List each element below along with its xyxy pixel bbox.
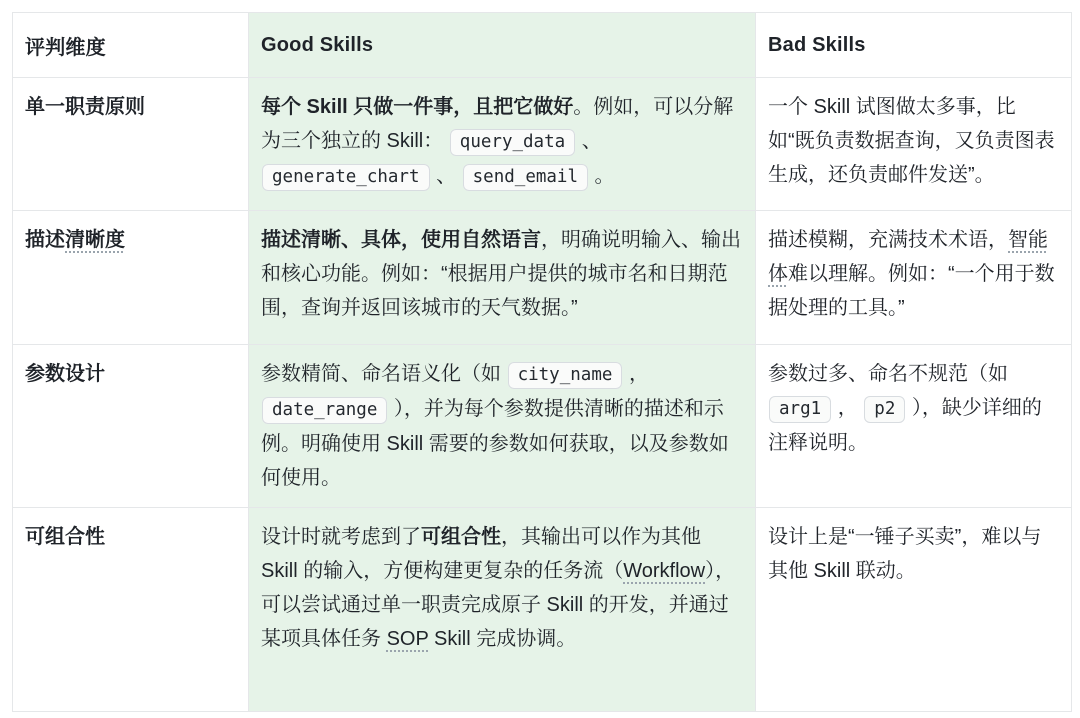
text-segment: SOP (386, 628, 429, 650)
text-segment: ， (832, 397, 864, 419)
cell-good (249, 78, 756, 211)
text-segment: 描述 (25, 229, 65, 251)
text-segment: Skill 完成协调。 (428, 628, 577, 650)
cell-good (249, 211, 756, 345)
table-row (13, 508, 1072, 712)
cell-good (249, 345, 756, 508)
cell-dimension (13, 508, 249, 712)
text-segment: ），缺少详细的注释说明。 (768, 397, 1042, 454)
cell-bad (756, 78, 1072, 211)
cell-good (249, 508, 756, 712)
cell-bad (756, 345, 1072, 508)
text-segment: 一个 Skill 试图做太多事，比如“既负责数据查询，又负责图表生成，还负责邮件发送”。 (768, 96, 1055, 186)
text-segment: 、 (430, 165, 462, 187)
header-good-skills: Good Skills (249, 13, 756, 78)
header-bad-skills: Bad Skills (756, 13, 1072, 78)
table-body (13, 78, 1072, 712)
inline-code: p2 (864, 396, 905, 423)
text-segment: ， (623, 363, 649, 385)
table-row (13, 211, 1072, 345)
text-segment: 参数精简、命名语义化（如 (261, 363, 507, 385)
text-segment: ，其输出可以作为其他 Skill 的输入，方便构建更复杂的任务流（ (261, 526, 701, 582)
text-segment: 每个 Skill 只做一件事，且把它做好 (261, 96, 574, 118)
text-segment: 参数过多、命名不规范（如 (768, 363, 1008, 385)
text-segment: 智能体 (768, 229, 1048, 285)
cell-dimension (13, 345, 249, 508)
text-segment: 参数设计 (25, 363, 105, 385)
text-segment: 。例如，可以分解为三个独立的 Skill： (261, 96, 734, 152)
inline-code: generate_chart (262, 164, 430, 191)
text-segment: 单一职责原则 (25, 96, 145, 118)
header-dimension: 评判维度 (13, 13, 249, 78)
text-segment: Workflow (623, 560, 706, 582)
inline-code: send_email (463, 164, 588, 191)
text-segment: ），可以尝试通过单一职责完成原子 Skill 的开发，并通过某项具体任务 (261, 560, 736, 650)
table-row (13, 78, 1072, 211)
cell-bad (756, 211, 1072, 345)
text-segment: 描述模糊，充满技术术语， (768, 229, 1008, 251)
text-segment: 设计时就考虑到了 (261, 526, 421, 548)
table-header (13, 13, 1072, 78)
inline-code: arg1 (769, 396, 831, 423)
text-segment: 难以理解。例如：“一个用于数据处理的工具。” (768, 263, 1055, 319)
text-segment: 可组合性 (421, 526, 501, 548)
text-segment: 、 (576, 130, 602, 152)
inline-code: date_range (262, 397, 387, 424)
text-segment: 。 (589, 165, 615, 187)
text-segment: ），并为每个参数提供清晰的描述和示例。明确使用 Skill 需要的参数如何获取，以及参数如何使用。 (261, 398, 729, 489)
table-row (13, 345, 1072, 508)
header-row (13, 13, 1072, 78)
inline-code: city_name (508, 362, 623, 389)
text-segment: 描述清晰、具体，使用自然语言 (261, 229, 541, 251)
text-segment: 清晰度 (65, 229, 125, 251)
cell-dimension (13, 211, 249, 345)
inline-code: query_data (450, 129, 575, 156)
cell-bad (756, 508, 1072, 712)
skills-comparison-table (12, 12, 1072, 712)
text-segment: ，明确说明输入、输出和核心功能。例如：“根据用户提供的城市名和日期范围，查询并返回该城市的天气数据。” (261, 229, 741, 319)
text-segment: 可组合性 (25, 526, 105, 548)
text-segment: 设计上是“一锤子买卖”，难以与其他 Skill 联动。 (768, 526, 1042, 582)
cell-dimension (13, 78, 249, 211)
